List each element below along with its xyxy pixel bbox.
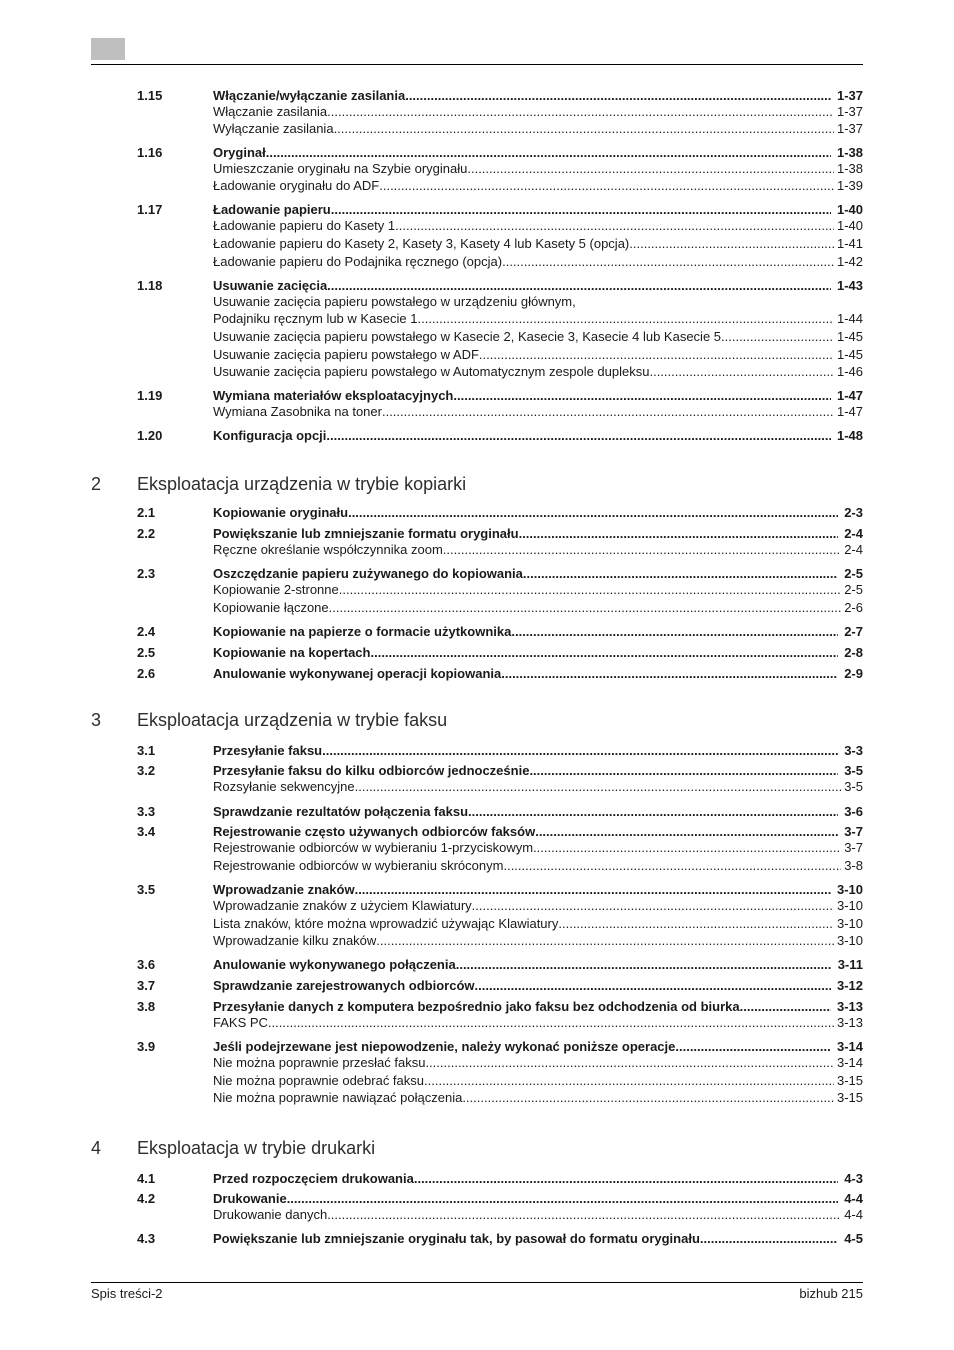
chapter-title: Eksploatacja urządzenia w trybie kopiarki [137,474,467,494]
entry-page: 1-47 [836,388,863,403]
toc-entry[interactable] [137,762,863,779]
entry-page: 3-13 [836,999,863,1014]
dot-leader [322,742,838,759]
dot-leader [700,1230,838,1247]
toc-entry[interactable] [137,1170,863,1187]
dot-leader [443,541,841,558]
entry-number: 1.16 [137,145,163,160]
entry-page: 3-11 [837,957,863,972]
dot-leader [424,1072,834,1089]
entry-title: Wprowadzanie znaków z użyciem Klawiatury [213,898,472,913]
entry-title: Rozsyłanie sekwencyjne [213,779,355,794]
toc-subentry[interactable] [137,363,863,380]
entry-number: 3.8 [137,999,156,1014]
dot-leader [468,803,838,820]
toc-subentry[interactable] [137,293,863,310]
dot-leader [502,253,834,270]
toc-entry[interactable] [137,87,863,104]
entry-page: 1-47 [836,404,863,419]
entry-title: Jeśli podejrzewane jest niepowodzenie, należy wykonać poniższe operacje [213,1039,676,1054]
dot-leader [503,857,841,874]
entry-title: Włączanie zasilania [213,104,328,119]
dot-leader [529,762,838,779]
entry-title: Kopiowanie łączone [213,600,329,615]
entry-title: Powiększanie lub zmniejszanie formatu oryginału [213,526,519,541]
dot-leader [519,525,839,542]
entry-page: 3-7 [844,840,863,855]
entry-title: Ładowanie papieru [213,202,331,217]
entry-title: Usuwanie zacięcia papieru powstałego w Automatycznym zespole dupleksu [213,364,650,379]
entry-page: 3-14 [836,1039,863,1054]
entry-title: Nie można poprawnie nawiązać połączenia [213,1090,463,1105]
entry-title: Rejestrowanie odbiorców w wybieraniu 1-przyciskowym [213,840,534,855]
entry-number: 1.17 [137,202,163,217]
entry-number: 4.1 [137,1171,156,1186]
dot-leader [721,328,834,345]
entry-title: Wprowadzanie kilku znaków [213,933,377,948]
entry-number: 2.1 [137,505,156,520]
dot-leader [331,201,831,218]
toc-subentry[interactable] [137,253,863,270]
entry-page: 1-45 [836,347,863,362]
entry-title: Drukowanie [213,1191,287,1206]
entry-title: Wprowadzanie znaków [213,882,355,897]
dot-leader [501,665,838,682]
dot-leader [268,1014,834,1031]
entry-title: Drukowanie danych [213,1207,328,1222]
dot-leader [379,177,834,194]
entry-page: 2-5 [844,582,863,597]
dot-leader [414,1170,838,1187]
entry-title: Wyłączanie zasilania [213,121,334,136]
entry-page: 1-43 [836,278,863,293]
entry-number: 1.20 [137,428,163,443]
entry-title: Konfiguracja opcji [213,428,327,443]
dot-leader [467,160,834,177]
toc-subentry[interactable] [137,778,863,795]
entry-number: 1.15 [137,88,163,103]
toc-entry[interactable] [137,1038,863,1055]
chapter-heading[interactable] [91,710,863,734]
entry-title: Oryginał [213,145,266,160]
entry-title: Rejestrowanie odbiorców w wybieraniu skróconym [213,858,504,873]
entry-page: 1-42 [836,254,863,269]
entry-title: Umieszczanie oryginału na Szybie oryginału [213,161,468,176]
toc-subentry[interactable] [137,120,863,137]
chapter-title: Eksploatacja urządzenia w trybie faksu [137,710,448,730]
entry-title: Ładowanie oryginału do ADF [213,178,380,193]
toc-subentry[interactable] [137,103,863,120]
entry-number: 3.2 [137,763,156,778]
dot-leader [287,1190,839,1207]
entry-title: Powiększanie lub zmniejszanie oryginału tak, by pasował do formatu oryginału [213,1231,700,1246]
toc-entry[interactable] [137,977,863,994]
dot-leader [629,235,834,252]
toc-subentry[interactable] [137,217,863,234]
entry-page: 3-10 [836,933,863,948]
dot-leader [675,1038,831,1055]
entry-title: Lista znaków, które można wprowadzić używając Klawiatury [213,916,559,931]
entry-title: Wymiana materiałów eksploatacyjnych [213,388,454,403]
toc-entry[interactable] [137,277,863,294]
toc-entry[interactable] [137,881,863,898]
entry-title: Usuwanie zacięcia papieru powstałego w ADF [213,347,479,362]
entry-page: 1-37 [836,104,863,119]
dot-leader [355,778,842,795]
toc-subentry[interactable] [137,932,863,949]
entry-number: 1.18 [137,278,163,293]
toc-subentry[interactable] [137,177,863,194]
toc-subentry[interactable] [137,346,863,363]
dot-leader [453,387,831,404]
toc-subentry[interactable] [137,328,863,345]
dot-leader [740,998,831,1015]
entry-page: 1-40 [836,202,863,217]
chapter-title: Eksploatacja w trybie drukarki [137,1138,376,1158]
entry-page: 3-5 [844,763,863,778]
entry-number: 3.1 [137,743,156,758]
toc-subentry[interactable] [137,581,863,598]
dot-leader [327,1206,841,1223]
entry-number: 2.6 [137,666,156,681]
dot-leader [329,599,842,616]
entry-title: Anulowanie wykonywanego połączenia [213,957,456,972]
entry-page: 2-5 [844,566,863,581]
toc-entry[interactable] [137,1190,863,1207]
dot-leader [475,977,831,994]
chapter-number: 4 [91,1138,102,1158]
dot-leader [523,565,838,582]
dot-leader [535,823,838,840]
entry-number: 2.5 [137,645,156,660]
entry-page: 3-10 [836,882,863,897]
entry-page: 3-5 [844,779,863,794]
entry-page: 3-10 [836,898,863,913]
entry-number: 3.9 [137,1039,156,1054]
entry-page: 1-39 [836,178,863,193]
dot-leader [266,144,831,161]
toc-entry[interactable] [137,665,863,682]
entry-title: Kopiowanie oryginału [213,505,349,520]
toc-subentry[interactable] [137,1014,863,1031]
entry-title: Oszczędzanie papieru zużywanego do kopiowania [213,566,523,581]
entry-title: Ładowanie papieru do Kasety 1 [213,218,396,233]
entry-number: 3.6 [137,957,156,972]
dot-leader [348,504,838,521]
entry-title: Sprawdzanie rezultatów połączenia faksu [213,804,469,819]
header-block [91,38,125,60]
toc-subentry[interactable] [137,897,863,914]
dot-leader [418,310,834,327]
toc-entry[interactable] [137,387,863,404]
entry-page: 2-7 [844,624,863,639]
dot-leader [395,217,834,234]
entry-number: 3.4 [137,824,156,839]
toc-subentry[interactable] [137,1072,863,1089]
entry-page: 3-13 [836,1015,863,1030]
entry-title: Ładowanie papieru do Kasety 2, Kasety 3, Kasety 4 lub Kasety 5 (opcja) [213,236,630,251]
toc-entry[interactable] [137,623,863,640]
toc-subentry[interactable] [137,403,863,420]
toc-entry[interactable] [137,803,863,820]
toc-subentry[interactable] [137,599,863,616]
toc-entry[interactable] [137,1230,863,1247]
entry-title: Nie można poprawnie przesłać faksu [213,1055,426,1070]
entry-number: 4.3 [137,1231,156,1246]
entry-title: Rejestrowanie często używanych odbiorców faksów [213,824,536,839]
footer-page-label: Spis treści-2 [91,1286,163,1301]
entry-title: Usuwanie zacięcia [213,278,328,293]
entry-page: 1-46 [836,364,863,379]
entry-title: Kopiowanie na kopertach [213,645,371,660]
dot-leader [558,915,834,932]
entry-page: 3-14 [836,1055,863,1070]
dot-leader [425,1054,834,1071]
entry-page: 1-45 [836,329,863,344]
entry-page: 3-3 [844,743,863,758]
entry-title: Przesyłanie faksu do kilku odbiorców jednocześnie [213,763,530,778]
footer-rule [91,1282,863,1283]
entry-title: Ręczne określanie współczynnika zoom [213,542,443,557]
entry-title: Włączanie/wyłączanie zasilania [213,88,406,103]
dot-leader [382,403,834,420]
chapter-heading[interactable] [91,474,863,498]
entry-number: 2.3 [137,566,156,581]
toc-entry[interactable] [137,998,863,1015]
entry-title: Sprawdzanie zarejestrowanych odbiorców [213,978,475,993]
toc-entry[interactable] [137,742,863,759]
dot-leader [334,120,834,137]
dot-leader [462,1089,834,1106]
entry-page: 4-5 [844,1231,863,1246]
toc-entry[interactable] [137,956,863,973]
entry-page: 2-3 [844,505,863,520]
entry-page: 1-48 [836,428,863,443]
toc-subentry[interactable] [137,310,863,327]
toc-subentry[interactable] [137,235,863,252]
entry-title: Kopiowanie 2-stronne [213,582,339,597]
entry-page: 3-15 [836,1090,863,1105]
entry-page: 3-10 [836,916,863,931]
toc-subentry[interactable] [137,857,863,874]
entry-number: 4.2 [137,1191,156,1206]
entry-number: 2.2 [137,526,156,541]
entry-page: 3-6 [844,804,863,819]
toc-subentry[interactable] [137,160,863,177]
toc-subentry[interactable] [137,1054,863,1071]
entry-page: 4-4 [844,1191,863,1206]
chapter-number: 2 [91,474,102,494]
entry-page: 1-37 [836,88,863,103]
entry-title: Kopiowanie na papierze o formacie użytkownika [213,624,512,639]
entry-page: 2-4 [844,526,863,541]
dot-leader [472,897,834,914]
chapter-number: 3 [91,710,102,730]
entry-title: Ładowanie papieru do Podajnika ręcznego (opcja) [213,254,503,269]
toc-entry[interactable] [137,144,863,161]
entry-number: 3.5 [137,882,156,897]
entry-page: 4-3 [844,1171,863,1186]
dot-leader [376,932,834,949]
dot-leader [327,103,834,120]
dot-leader [511,623,838,640]
entry-page: 3-15 [836,1073,863,1088]
entry-page: 1-37 [836,121,863,136]
toc-entry[interactable] [137,201,863,218]
entry-title: FAKS PC [213,1015,268,1030]
dot-leader [533,839,841,856]
entry-page: 1-38 [836,145,863,160]
dot-leader [479,346,834,363]
entry-page: 3-12 [836,978,863,993]
entry-title: Przed rozpoczęciem drukowania [213,1171,414,1186]
chapter-heading[interactable] [91,1138,863,1162]
entry-page: 2-9 [844,666,863,681]
entry-number: 2.4 [137,624,156,639]
dot-leader [405,87,831,104]
toc-subentry[interactable] [137,1206,863,1223]
toc-subentry[interactable] [137,839,863,856]
entry-page: 2-4 [844,542,863,557]
entry-title: Podajniku ręcznym lub w Kasecie 1 [213,311,418,326]
entry-title: Przesyłanie danych z komputera bezpośrednio jako faksu bez odchodzenia od biurka [213,999,740,1014]
header-rule [91,64,863,65]
entry-page: 2-8 [844,645,863,660]
toc-subentry[interactable] [137,915,863,932]
entry-title: Usuwanie zacięcia papieru powstałego w urządzeniu głównym, [213,294,576,309]
entry-title: Wymiana Zasobnika na toner [213,404,382,419]
dot-leader [327,277,831,294]
entry-page: 1-44 [836,311,863,326]
entry-page: 3-7 [844,824,863,839]
toc-entry[interactable] [137,823,863,840]
toc-subentry[interactable] [137,1089,863,1106]
dot-leader [339,581,841,598]
dot-leader [326,427,831,444]
toc-entry[interactable] [137,427,863,444]
entry-page: 1-41 [836,236,863,251]
entry-title: Nie można poprawnie odebrać faksu [213,1073,425,1088]
entry-page: 4-4 [844,1207,863,1222]
entry-number: 3.3 [137,804,156,819]
toc-entry[interactable] [137,644,863,661]
dot-leader [456,956,832,973]
entry-title: Usuwanie zacięcia papieru powstałego w Kasecie 2, Kasecie 3, Kasecie 4 lub Kasecie 5 [213,329,722,344]
entry-page: 1-38 [836,161,863,176]
toc-subentry[interactable] [137,541,863,558]
toc-entry[interactable] [137,565,863,582]
entry-number: 3.7 [137,978,156,993]
toc-entry[interactable] [137,504,863,521]
dot-leader [355,881,831,898]
entry-page: 3-8 [844,858,863,873]
entry-number: 1.19 [137,388,163,403]
entry-page: 1-40 [836,218,863,233]
entry-title: Przesyłanie faksu [213,743,323,758]
toc-entry[interactable] [137,525,863,542]
footer-product-name: bizhub 215 [799,1286,863,1301]
entry-page: 2-6 [844,600,863,615]
dot-leader [649,363,834,380]
entry-title: Anulowanie wykonywanej operacji kopiowania [213,666,502,681]
dot-leader [370,644,838,661]
